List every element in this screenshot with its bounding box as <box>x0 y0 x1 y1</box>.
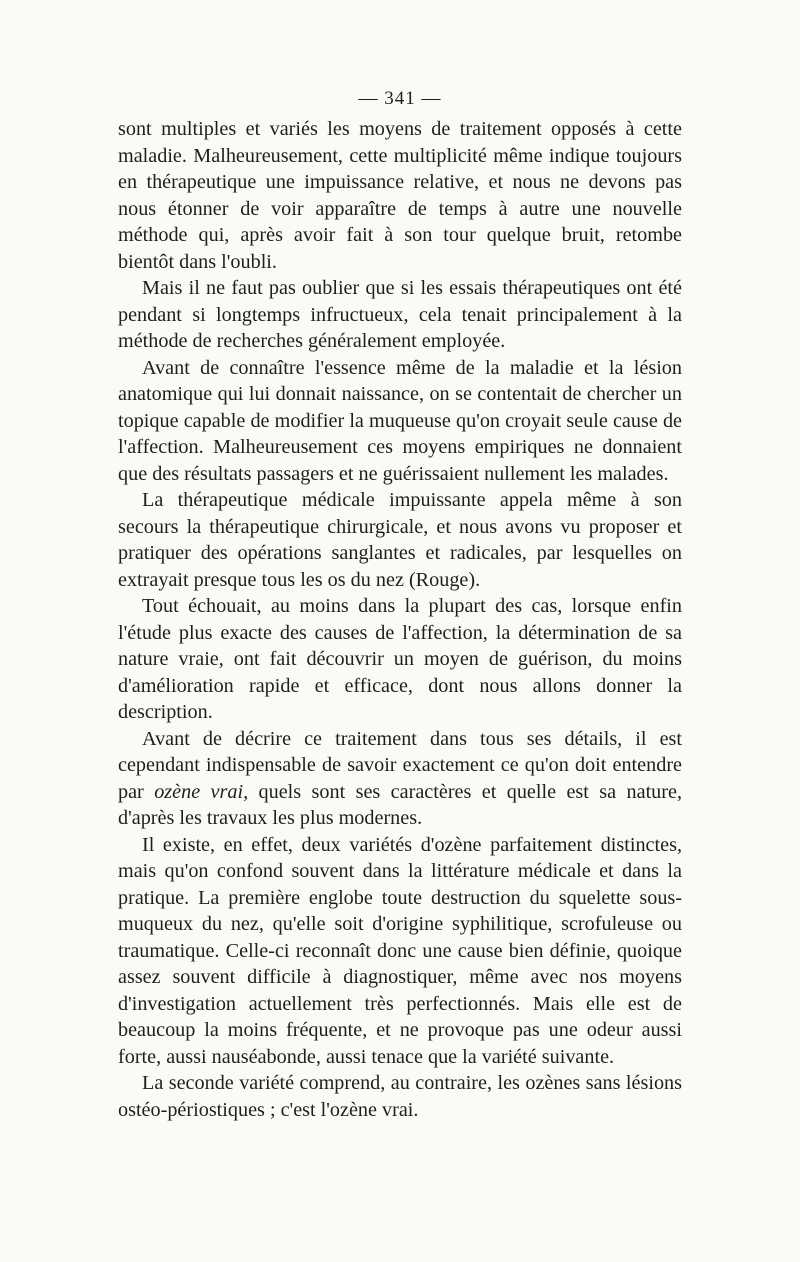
paragraph-8: La seconde variété comprend, au contraire, les ozènes sans lésions ostéo-périostiques ; c'est l'ozène vrai. <box>118 1072 682 1121</box>
paragraph-4: La thérapeutique médicale impuissante appela même à son secours la thérapeutique chirurgicale, et nous avons vu proposer et pratiquer des opérations sanglantes et radicales, par lesquelles on extrayait presque tous les os du nez (Rouge). <box>118 489 682 591</box>
paragraph-6 <box>118 726 682 832</box>
paragraph-6-text-before: Avant de décrire ce traitement dans tous ses détails, il est cependant indispensable de savoir exactement ce qu'on doit entendre par <box>118 727 682 803</box>
paragraph-7: Il existe, en effet, deux variétés d'ozène parfaitement distinctes, mais qu'on confond souvent dans la littérature médicale et dans la pratique. La première englobe toute destruction du squelette sous-muqueux du nez, qu'elle soit d'origine syphilitique, scrofuleuse ou traumatique. Celle-ci reconnaît donc une cause bien définie, quoique assez souvent difficile à diagnostiquer, même avec nos moyens d'investigation actuellement très perfectionnés. Mais elle est de beaucoup la moins fréquente, et ne provoque pas une odeur aussi forte, aussi nauséabonde, aussi tenace que la variété suivante. <box>118 833 682 1068</box>
paragraph-3: Avant de connaître l'essence même de la maladie et la lésion anatomique qui lui donnait naissance, on se contentait de chercher un topique capable de modifier la muqueuse qu'on croyait seule cause de l'affection. Malheureusement ces moyens empiriques ne donnaient que des résultats passagers et ne guérissaient nullement les malades. <box>118 356 682 485</box>
paragraph-6-text-after: , quels sont ses caractères et quelle est sa nature, d'après les travaux les plus modernes. <box>118 780 682 829</box>
italic-term-ozene-vrai: ozène vrai <box>154 780 244 803</box>
page-number: — 341 — <box>358 88 442 109</box>
paragraph-2: Mais il ne faut pas oublier que si les essais thérapeutiques ont été pendant si longtemps infructueux, cela tenait principalement à la méthode de recherches généralement employée. <box>118 277 682 352</box>
paragraph-1: sont multiples et variés les moyens de traitement opposés à cette maladie. Malheureusement, cette multiplicité même indique toujours en thérapeutique une impuissance relative, et nous ne devons pas nous étonner de voir apparaître de temps à autre une nouvelle méthode qui, après avoir fait à son tour quelque bruit, retombe bientôt dans l'oubli. <box>118 118 682 273</box>
book-page <box>118 86 682 1123</box>
paragraph-5: Tout échouait, au moins dans la plupart des cas, lorsque enfin l'étude plus exacte des causes de l'affection, la détermination de sa nature vraie, ont fait découvrir un moyen de guérison, du moins d'amélioration rapide et efficace, dont nous allons donner la description. <box>118 595 682 723</box>
